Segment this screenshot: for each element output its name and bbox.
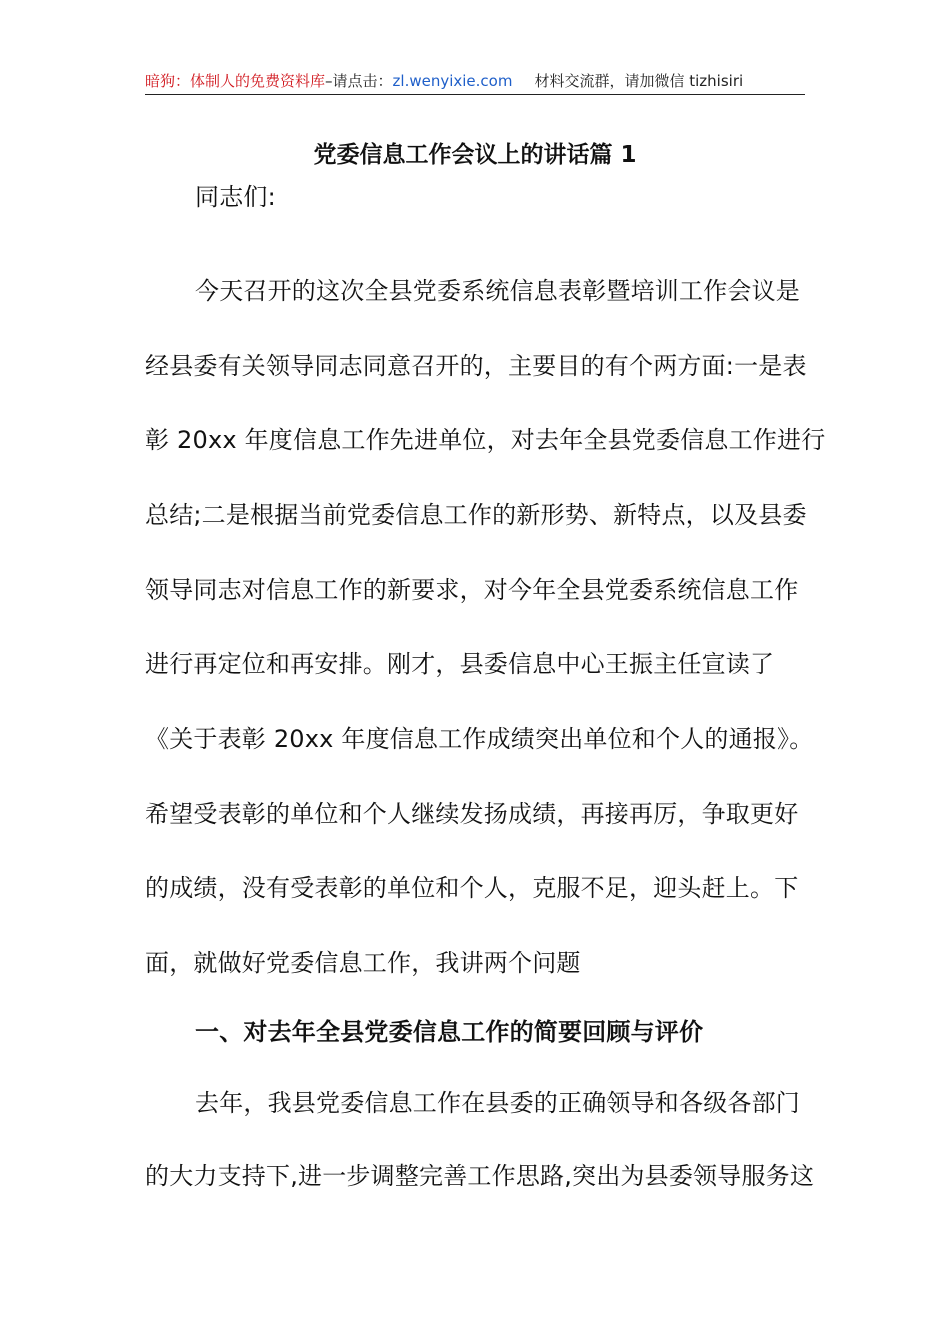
body-line: 经县委有关领导同志同意召开的，主要目的有个两方面:一是表 (145, 352, 807, 380)
header-click-label: –请点击： (325, 72, 393, 90)
header-url-link[interactable]: zl.wenyixie.com (392, 72, 513, 90)
section-line: 的大力支持下,进一步调整完善工作思路,突出为县委领导服务这 (145, 1162, 815, 1190)
body-line: 面，就做好党委信息工作，我讲两个问题 (145, 949, 581, 977)
body-line: 进行再定位和再安排。刚才，县委信息中心王振主任宣读了 (145, 650, 775, 678)
body-line: 总结;二是根据当前党委信息工作的新形势、新特点，以及县委 (145, 501, 807, 529)
section-line: 去年，我县党委信息工作在县委的正确领导和各级各部门 (195, 1089, 800, 1117)
body-line: 领导同志对信息工作的新要求，对今年全县党委系统信息工作 (145, 576, 799, 604)
body-line: 的成绩，没有受表彰的单位和个人，克服不足，迎头赶上。下 (145, 874, 799, 902)
page-header (145, 68, 805, 95)
header-group-note: 材料交流群，请加微信 tizhisiri (534, 72, 744, 90)
body-line: 希望受表彰的单位和个人继续发扬成绩，再接再厉，争取更好 (145, 800, 799, 828)
salutation: 同志们: (195, 183, 276, 211)
document-title: 党委信息工作会议上的讲话篇 1 (313, 142, 637, 168)
body-line: 《关于表彰 20xx 年度信息工作成绩突出单位和个人的通报》。 (145, 725, 814, 753)
header-brand: 暗狗：体制人的免费资料库 (145, 72, 326, 90)
section-heading: 一、对去年全县党委信息工作的简要回顾与评价 (195, 1018, 704, 1046)
body-line: 今天召开的这次全县党委系统信息表彰暨培训工作会议是 (195, 277, 800, 305)
body-line: 彰 20xx 年度信息工作先进单位，对去年全县党委信息工作进行 (145, 426, 826, 454)
